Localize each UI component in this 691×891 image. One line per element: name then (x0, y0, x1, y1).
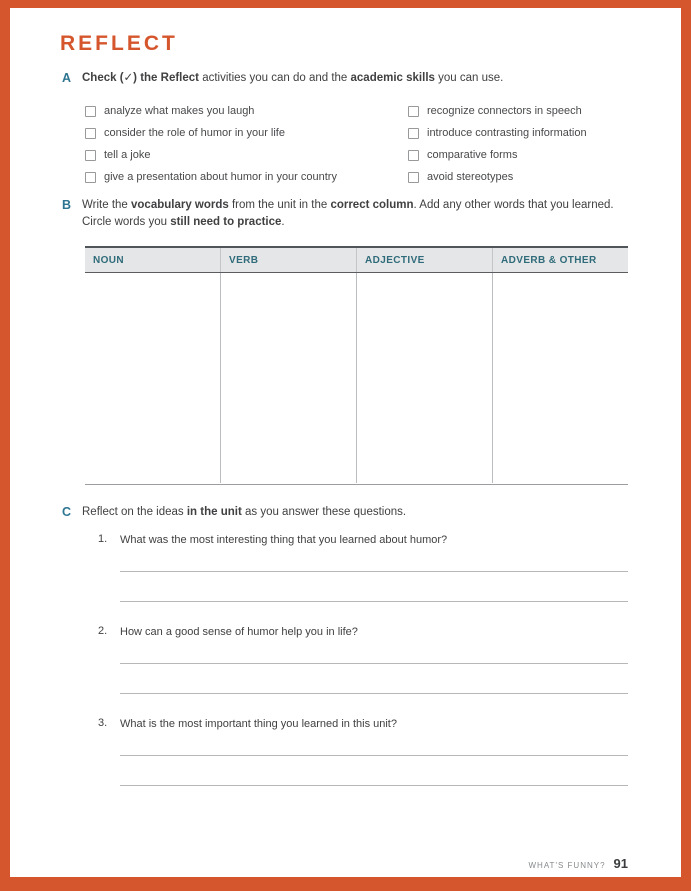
instruction-segment: . Add any other words that you learned. Circle words you (82, 199, 614, 228)
checklist-item (408, 100, 668, 122)
instruction-segment: Check (✓) the Reflect (82, 72, 199, 84)
table-header-cell: NOUN (85, 248, 221, 272)
checklist-item (85, 122, 405, 144)
table-header-cell: ADJECTIVE (357, 248, 493, 272)
question-block (98, 717, 628, 786)
checklist-item (408, 144, 668, 166)
answer-line[interactable] (120, 601, 628, 602)
question-block (98, 533, 628, 602)
answer-line[interactable] (120, 693, 628, 694)
instruction-segment: in the unit (186, 506, 242, 518)
table-header-cell: ADVERB & OTHER (501, 254, 597, 266)
footer-unit-label: WHAT'S FUNNY? (528, 861, 606, 870)
instruction-segment: still need to practice (170, 215, 282, 228)
instruction-segment: from the unit in the (228, 199, 331, 211)
checklist-right (408, 100, 668, 188)
checklist-item-label: tell a joke (104, 149, 151, 161)
answer-line[interactable] (120, 785, 628, 786)
instruction-segment: activities you can do and the (199, 72, 351, 84)
checklist-item (85, 166, 405, 188)
vocab-table-header-row (85, 246, 628, 273)
page-content (10, 8, 681, 877)
section-b-instruction (82, 197, 638, 230)
checklist-item-label: consider the role of humor in your life (104, 127, 285, 139)
answer-line[interactable] (120, 663, 628, 664)
checkbox[interactable] (408, 150, 419, 161)
checklist-left (85, 100, 405, 188)
checklist-item (85, 100, 405, 122)
checklist-item-label: give a presentation about humor in your country (104, 171, 337, 183)
vocab-table (85, 246, 628, 485)
checkbox[interactable] (408, 172, 419, 183)
section-c-instruction (82, 504, 642, 521)
question-text: How can a good sense of humor help you in life? (120, 626, 358, 638)
section-b-letter: B (62, 198, 72, 212)
section-a-letter: A (62, 71, 72, 85)
checkbox[interactable] (85, 106, 96, 117)
checklist-item-label: avoid stereotypes (427, 171, 514, 183)
answer-line[interactable] (120, 755, 628, 756)
checkbox[interactable] (408, 128, 419, 139)
instruction-segment: you can use. (434, 72, 504, 84)
instruction-segment: vocabulary words (131, 199, 229, 211)
checklist-item (85, 144, 405, 166)
checklist-item-label: introduce contrasting information (427, 127, 587, 139)
checkbox[interactable] (408, 106, 419, 117)
instruction-segment: as you answer these questions. (241, 506, 407, 518)
question-number: 1. (98, 533, 108, 545)
section-a-instruction (82, 70, 642, 87)
checklist-item-label: comparative forms (427, 149, 518, 161)
table-cell-input[interactable] (85, 273, 221, 483)
table-cell-input[interactable] (357, 273, 493, 483)
answer-line[interactable] (120, 571, 628, 572)
page-title: REFLECT (60, 32, 178, 55)
footer-page-number: 91 (613, 856, 628, 871)
instruction-segment: academic skills (350, 72, 435, 84)
table-cell-input[interactable] (493, 273, 628, 483)
checkbox[interactable] (85, 128, 96, 139)
table-header-cell: VERB (221, 248, 357, 272)
footer (528, 856, 628, 871)
instruction-segment: correct column (330, 199, 414, 211)
question-block (98, 625, 628, 694)
vocab-table-body-row (85, 273, 628, 483)
question-text: What is the most important thing you learned in this unit? (120, 718, 397, 730)
instruction-segment: . (281, 215, 285, 228)
checklist-item (408, 166, 668, 188)
questions-list (98, 533, 628, 809)
question-text: What was the most interesting thing that you learned about humor? (120, 534, 448, 546)
checkbox[interactable] (85, 172, 96, 183)
instruction-segment: Reflect on the ideas (82, 506, 187, 518)
table-cell-input[interactable] (221, 273, 357, 483)
question-number: 2. (98, 625, 108, 637)
checkbox[interactable] (85, 150, 96, 161)
question-number: 3. (98, 717, 108, 729)
checklist-item-label: recognize connectors in speech (427, 105, 582, 117)
checklist-item (408, 122, 668, 144)
checklist-item-label: analyze what makes you laugh (104, 105, 255, 117)
instruction-segment: Write the (82, 199, 131, 211)
section-c-letter: C (62, 505, 72, 519)
